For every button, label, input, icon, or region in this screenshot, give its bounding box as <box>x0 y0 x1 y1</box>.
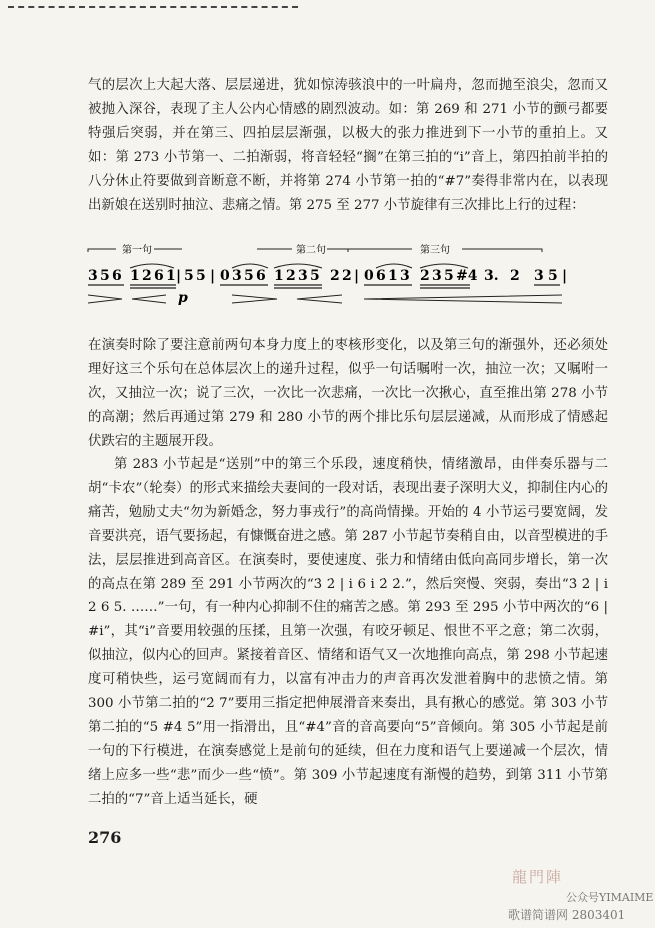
note: 3 <box>232 268 242 284</box>
barline: | <box>562 268 568 284</box>
barline: | <box>210 268 216 284</box>
note: 1 <box>130 268 140 284</box>
note: 6 <box>256 268 266 284</box>
note: 5 <box>310 268 320 284</box>
note: 1 <box>388 268 398 284</box>
note: 3 <box>88 268 98 284</box>
watermark-public-account: 公众号YIMAIME <box>566 891 654 904</box>
phrase-label: 第一句 <box>122 245 152 256</box>
note: 3 <box>400 268 410 284</box>
barline: | <box>176 268 182 284</box>
note: 5 <box>184 268 194 284</box>
note: 5 <box>244 268 254 284</box>
dynamic-mark: p <box>178 290 188 306</box>
note: #4 <box>456 268 478 284</box>
score-svg <box>82 240 617 310</box>
phrase-label: 第二句 <box>296 245 326 256</box>
note: 3 <box>534 268 544 284</box>
note-group <box>88 268 567 284</box>
watermark-logo: 龍門陣 <box>512 868 564 886</box>
barline: | <box>354 268 360 284</box>
watermark-site: 歌谱简谱网 2803401 <box>508 908 626 922</box>
note: 6 <box>112 268 122 284</box>
note: 1 <box>166 268 176 284</box>
note: 2 <box>420 268 430 284</box>
note: 6 <box>376 268 386 284</box>
note: 2 <box>342 268 352 284</box>
beam-lines <box>88 285 560 288</box>
note: 6 <box>154 268 164 284</box>
note: 0 <box>220 268 230 284</box>
note: 5 <box>548 268 558 284</box>
note: 3. <box>484 268 499 284</box>
note: 2 <box>142 268 152 284</box>
note: 0 <box>364 268 374 284</box>
hairpin-marks <box>88 295 562 303</box>
note: 5 <box>100 268 110 284</box>
body-paragraph: 在演奏时除了要注意前两句本身力度上的枣核形变化，以及第三句的渐强外，还必须处理好这三个乐句在总体层次上的递升过程，似乎一句话嘱咐一次，抽泣一次；又嘱咐一次，又抽泣一次；说了三次，一次比一次悲痛，一次比一次揪心，直至推出第 278 小节的高潮；然后再通过第 279 和 280 小节的两个排比乐句层层递减，从而形成了情感起伏跌宕的主题展开段。 <box>88 338 608 449</box>
body-paragraph: 第 283 小节起是“送别”中的第三个乐段，速度稍快，情绪激昂，由伴奏乐器与二胡“卡农”（轮奏）的形式来描绘夫妻间的一段对话，表现出妻子深明大义，抑制住内心的痛苦，勉励丈夫“勿为新婚念，努力事戎行”的高尚情操。开始的 4 小节运弓要宽阔，发音要洪亮，语气要扬起，有慷慨奋进之感。第 287 小节起节奏稍自由，以音型模进的手法，层层推进到高音区。在演奏时，要使速度、张力和情绪由低向高同步增长，第一次的高点在第 289 至 291 小节两次的“3̇ 2̇ | i 6 i 2̇ 2̇.”，然后突慢、突弱，奏出“3̇ 2̇ | i 2 6 5. ……”一句，有一种内心抑制不住的痛苦之感。第 293 至 295 小节中两次的“6 | #i”，其“i”音要用较强的压揉，且第一次强，有咬牙顿足、恨世不平之意；第二次弱，似抽泣，似内心的回声。紧接着音区、情绪和语气又一次地推向高点，第 298 小节起速度可稍快些，运弓宽阔而有力，以富有冲击力的声音再次发泄着胸中的悲愤之情。第 300 小节第二拍的“2̇ 7̇”要用三指定把伸展滑音来奏出，具有揪心的感觉。第 303 小节第二拍的“5̇ #4̇ 5̇”用一指滑出，且“#4”音的音高要向“5”音倾向。第 305 小节起是前一句的下行模进，在演奏感觉上是前句的延续，但在力度和语气上要递减一个层次，情绪上应多一些“悲”而少一些“愤”。第 309 小节起速度有渐慢的趋势，到第 311 小节第二拍的“7”音上适当延长，硬 <box>88 457 608 807</box>
note: 3 <box>298 268 308 284</box>
note: 2 <box>330 268 340 284</box>
note: 2 <box>286 268 296 284</box>
music-score-excerpt <box>82 240 617 310</box>
note: 5 <box>444 268 454 284</box>
top-dash-mark <box>8 6 298 8</box>
note: 3 <box>432 268 442 284</box>
note: 1 <box>274 268 284 284</box>
note: 2 <box>510 268 520 284</box>
note: 5 <box>196 268 206 284</box>
page-number: 276 <box>88 828 122 847</box>
body-paragraph: 气的层次上大起大落、层层递进，犹如惊涛骇浪中的一叶扁舟，忽而抛至浪尖，忽而又被抛入深谷，表现了主人公内心情感的剧烈波动。如：第 269 和 271 小节的颤弓都要特强后突弱，并在第三、四拍层层渐强，以极大的张力推进到下一小节的重拍上。又如：第 273 小节第一、二拍渐弱，将音轻轻“搁”在第三拍的“i”音上，第四拍前半拍的八分休止符要做到音断意不断，并将第 274 小节第一拍的“#7”奏得非常内在，以表现出新娘在送别时抽泣、悲痛之情。第 275 至 277 小节旋律有三次排比上行的过程： <box>88 78 608 213</box>
phrase-label: 第三句 <box>420 245 450 256</box>
